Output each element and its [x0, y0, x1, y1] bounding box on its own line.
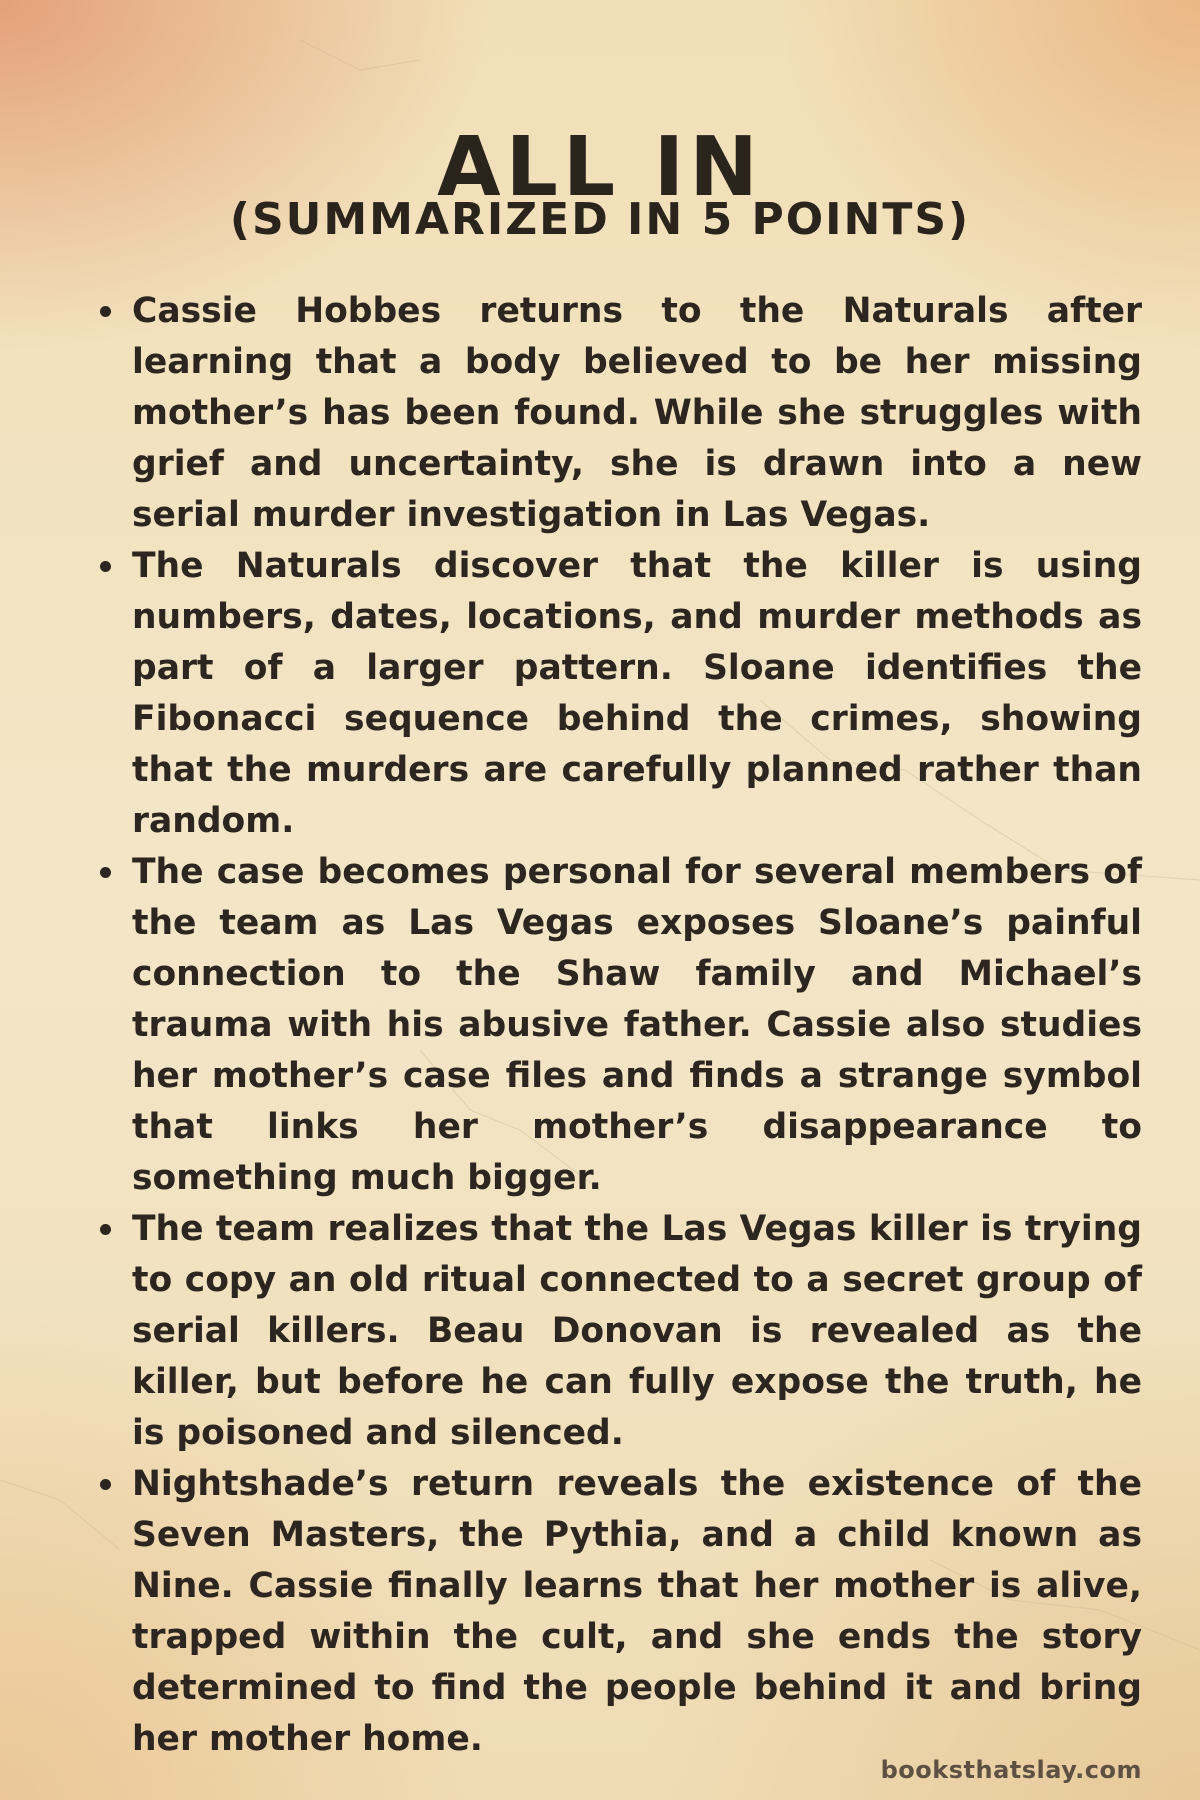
summary-point — [92, 847, 1142, 1204]
summary-points-list — [92, 286, 1142, 1765]
bullet-icon — [100, 1224, 111, 1235]
summary-point — [92, 286, 1142, 541]
summary-point — [92, 1459, 1142, 1765]
summary-point-text: Nightshade’s return reveals the existence of the Seven Masters, the Pythia, and a child known as Nine. Cassie finally learns that her mother is alive, trapped within the cult, and she ends the story determined to find the people behind it and bring her mother home. — [132, 1464, 1142, 1759]
book-title: ALL IN — [437, 119, 763, 215]
summary-subtitle: (SUMMARIZED IN 5 POINTS) — [229, 194, 971, 245]
bullet-icon — [100, 867, 111, 878]
summary-point-text: The team realizes that the Las Vegas killer is trying to copy an old ritual connected to a secret group of serial killers. Beau Donovan is revealed as the killer, but before he can fully expose the truth, he is poisoned and silenced. — [132, 1209, 1142, 1453]
source-watermark: booksthatslay.com — [880, 1756, 1142, 1784]
summary-point-text: Cassie Hobbes returns to the Naturals after learning that a body believed to be her missing mother’s has been found. While she struggles with grief and uncertainty, she is drawn into a new serial murder investigation in Las Vegas. — [132, 291, 1142, 535]
bullet-icon — [100, 561, 111, 572]
summary-point — [92, 541, 1142, 847]
bullet-icon — [100, 306, 111, 317]
bullet-icon — [100, 1479, 111, 1490]
summary-point-text: The Naturals discover that the killer is using numbers, dates, locations, and murder methods as part of a larger pattern. Sloane identifies the Fibonacci sequence behind the crimes, showing that the murders are carefully planned rather than random. — [132, 546, 1142, 841]
summary-point-text: The case becomes personal for several members of the team as Las Vegas exposes Sloane’s painful connection to the Shaw family and Michael’s trauma with his abusive father. Cassie also studies her mother’s case files and finds a strange symbol that links her mother’s disappearance to something much bigger. — [132, 852, 1142, 1198]
summary-point — [92, 1204, 1142, 1459]
